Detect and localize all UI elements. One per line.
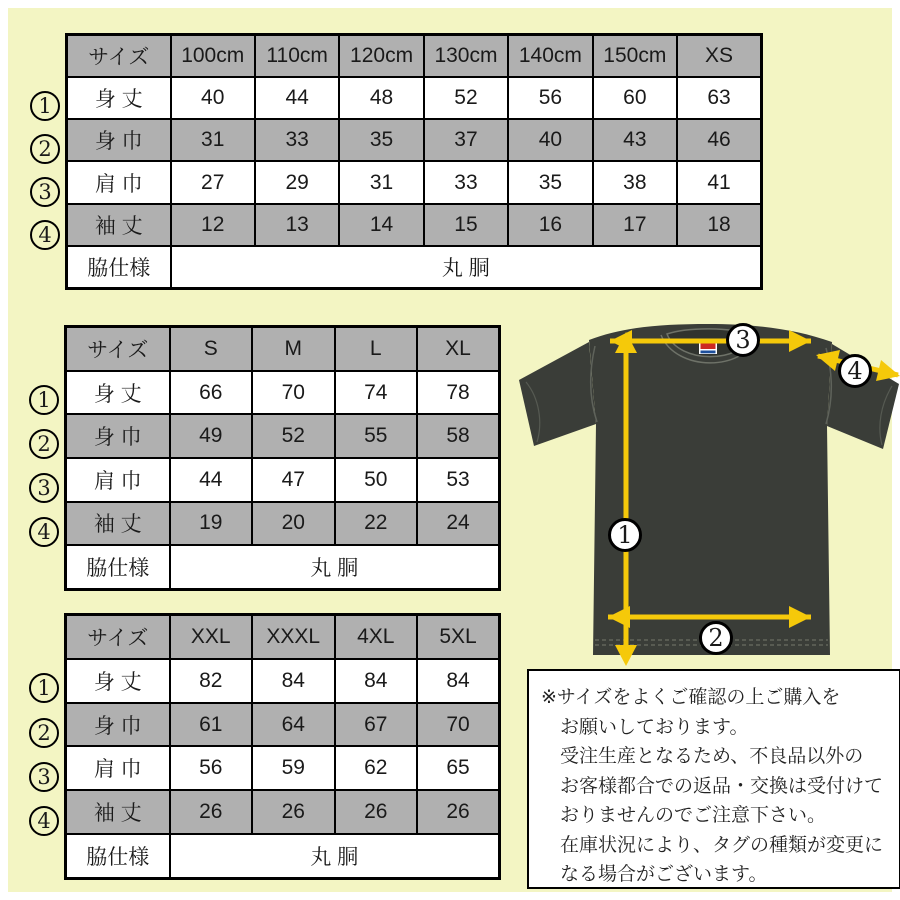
measurement-cell: 22 xyxy=(335,502,418,546)
size-header: サイズ xyxy=(67,35,171,78)
measurement-cell: 61 xyxy=(170,703,253,747)
measurement-cell: 14 xyxy=(339,204,423,246)
side-spec-cell: 丸 胴 xyxy=(170,834,500,878)
measurement-cell: 64 xyxy=(252,703,335,747)
table-row xyxy=(67,77,762,119)
marker-2-body-width: 2 xyxy=(29,718,59,748)
col-header: M xyxy=(252,327,335,371)
measurement-cell: 84 xyxy=(252,659,335,703)
note-line: お願いしております。 xyxy=(560,716,749,738)
col-header: 100cm xyxy=(171,35,255,78)
marker-1-body-length: 1 xyxy=(608,518,642,552)
measurement-cell: 66 xyxy=(170,371,253,415)
table-row xyxy=(66,659,500,703)
measurement-cell: 16 xyxy=(508,204,592,246)
measurement-cell: 33 xyxy=(255,119,339,161)
col-header: XXL xyxy=(170,615,253,659)
row-label: 身 巾 xyxy=(67,119,171,161)
measurement-cell: 63 xyxy=(677,77,761,119)
measurement-cell: 60 xyxy=(593,77,677,119)
measurement-cell: 78 xyxy=(417,371,500,415)
measurement-cell: 44 xyxy=(255,77,339,119)
measurement-cell: 18 xyxy=(677,204,761,246)
measurement-cell: 58 xyxy=(417,414,500,458)
row-label: 肩 巾 xyxy=(67,161,171,203)
kids-size-table xyxy=(65,33,763,290)
measurement-cell: 47 xyxy=(252,458,335,502)
table-header-row xyxy=(66,327,500,371)
table-row xyxy=(66,458,500,502)
row-label: 袖 丈 xyxy=(66,502,170,546)
measurement-cell: 62 xyxy=(335,746,418,790)
marker-2-body-width: 2 xyxy=(29,429,59,459)
measurement-cell: 26 xyxy=(335,790,418,834)
size-header: サイズ xyxy=(66,327,170,371)
table-row xyxy=(66,746,500,790)
measurement-cell: 33 xyxy=(424,161,508,203)
row-label: 袖 丈 xyxy=(66,790,170,834)
marker-4-sleeve-length: 4 xyxy=(838,354,872,388)
measurement-cell: 13 xyxy=(255,204,339,246)
table-row xyxy=(66,502,500,546)
pale-yellow-background xyxy=(8,8,892,892)
side-spec-cell: 丸 胴 xyxy=(170,545,500,589)
row-label: 身 丈 xyxy=(67,77,171,119)
row-label: 身 巾 xyxy=(66,703,170,747)
row-label: 脇仕様 xyxy=(66,545,170,589)
measurement-cell: 40 xyxy=(508,119,592,161)
note-line: なる場合がございます。 xyxy=(560,864,768,885)
note-line: 受注生産となるため、不良品以外の xyxy=(560,746,864,767)
measurement-cell: 20 xyxy=(252,502,335,546)
measurement-cell: 26 xyxy=(170,790,253,834)
col-header: 110cm xyxy=(255,35,339,78)
measurement-cell: 35 xyxy=(508,161,592,203)
measurement-cell: 38 xyxy=(593,161,677,203)
marker-1-body-length: 1 xyxy=(30,91,60,121)
measurement-cell: 19 xyxy=(170,502,253,546)
measurement-cell: 65 xyxy=(417,746,500,790)
row-label: 脇仕様 xyxy=(66,834,170,878)
row-label: 肩 巾 xyxy=(66,458,170,502)
table-row xyxy=(67,119,762,161)
measurement-cell: 56 xyxy=(170,746,253,790)
purchase-note-box xyxy=(527,669,900,889)
row-label: 肩 巾 xyxy=(66,746,170,790)
marker-4-sleeve-length: 4 xyxy=(29,517,59,547)
table-header-row xyxy=(67,35,762,78)
measurement-cell: 82 xyxy=(170,659,253,703)
col-header: 130cm xyxy=(424,35,508,78)
table-row xyxy=(66,703,500,747)
measurement-cell: 52 xyxy=(424,77,508,119)
marker-2-body-width: 2 xyxy=(30,134,60,164)
measurement-cell: 84 xyxy=(335,659,418,703)
marker-1-body-length: 1 xyxy=(29,385,59,415)
note-line: お客様都合での返品・交換は受付けて xyxy=(560,775,884,797)
note-line: おりませんのでご注意下さい。 xyxy=(560,805,827,826)
row-label: 身 丈 xyxy=(66,659,170,703)
measurement-cell: 70 xyxy=(417,703,500,747)
measurement-cell: 53 xyxy=(417,458,500,502)
note-line: ※サイズをよくご確認の上ご購入を xyxy=(541,687,841,708)
col-header: 5XL xyxy=(417,615,500,659)
measurement-cell: 43 xyxy=(593,119,677,161)
row-label: 袖 丈 xyxy=(67,204,171,246)
note-line: 在庫状況により、タグの種類が変更に xyxy=(560,834,884,856)
measurement-cell: 52 xyxy=(252,414,335,458)
measurement-cell: 70 xyxy=(252,371,335,415)
measurement-cell: 17 xyxy=(593,204,677,246)
row-label: 脇仕様 xyxy=(67,246,171,289)
table-footer-row xyxy=(67,246,762,289)
measurement-cell: 15 xyxy=(424,204,508,246)
measurement-cell: 44 xyxy=(170,458,253,502)
table-footer-row xyxy=(66,545,500,589)
measurement-cell: 49 xyxy=(170,414,253,458)
measurement-cell: 29 xyxy=(255,161,339,203)
table-footer-row xyxy=(66,834,500,878)
left-sleeve xyxy=(519,342,596,446)
table-row xyxy=(66,790,500,834)
table-row xyxy=(67,204,762,246)
measurement-cell: 37 xyxy=(424,119,508,161)
size-header: サイズ xyxy=(66,615,170,659)
measurement-cell: 31 xyxy=(339,161,423,203)
marker-1-body-length: 1 xyxy=(29,673,59,703)
measurement-cell: 59 xyxy=(252,746,335,790)
measurement-cell: 27 xyxy=(171,161,255,203)
measurement-cell: 55 xyxy=(335,414,418,458)
table-row xyxy=(66,414,500,458)
col-header: XXXL xyxy=(252,615,335,659)
col-header: 4XL xyxy=(335,615,418,659)
col-header: XL xyxy=(417,327,500,371)
measurement-cell: 74 xyxy=(335,371,418,415)
marker-3-shoulder-width: 3 xyxy=(29,473,59,503)
table-row xyxy=(66,371,500,415)
col-header: 140cm xyxy=(508,35,592,78)
measurement-cell: 46 xyxy=(677,119,761,161)
row-label: 身 丈 xyxy=(66,371,170,415)
col-header: S xyxy=(170,327,253,371)
marker-3-shoulder-width: 3 xyxy=(30,177,60,207)
col-header: L xyxy=(335,327,418,371)
side-spec-cell: 丸 胴 xyxy=(171,246,762,289)
marker-4-sleeve-length: 4 xyxy=(29,806,59,836)
marker-3-shoulder-width: 3 xyxy=(29,762,59,792)
marker-2-body-width: 2 xyxy=(699,621,733,655)
measurement-cell: 67 xyxy=(335,703,418,747)
row-label: 身 巾 xyxy=(66,414,170,458)
measurement-cell: 12 xyxy=(171,204,255,246)
measurement-cell: 26 xyxy=(252,790,335,834)
table-row xyxy=(67,161,762,203)
col-header: XS xyxy=(677,35,761,78)
col-header: 120cm xyxy=(339,35,423,78)
measurement-cell: 31 xyxy=(171,119,255,161)
marker-3-shoulder-width: 3 xyxy=(726,323,760,357)
measurement-cell: 50 xyxy=(335,458,418,502)
table-header-row xyxy=(66,615,500,659)
measurement-cell: 26 xyxy=(417,790,500,834)
col-header: 150cm xyxy=(593,35,677,78)
marker-4-sleeve-length: 4 xyxy=(30,220,60,250)
measurement-cell: 56 xyxy=(508,77,592,119)
measurement-cell: 40 xyxy=(171,77,255,119)
big-size-table xyxy=(64,613,501,880)
measurement-cell: 48 xyxy=(339,77,423,119)
measurement-cell: 24 xyxy=(417,502,500,546)
measurement-cell: 41 xyxy=(677,161,761,203)
measurement-cell: 84 xyxy=(417,659,500,703)
adult-size-table xyxy=(64,325,501,591)
measurement-cell: 35 xyxy=(339,119,423,161)
